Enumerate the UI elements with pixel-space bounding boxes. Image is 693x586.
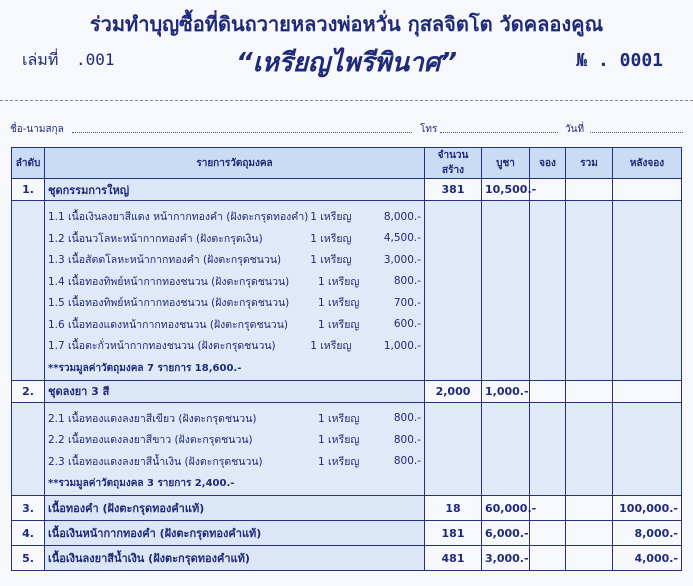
row-after: 100,000.- <box>613 496 682 521</box>
row-no: 4. <box>12 521 45 546</box>
coin-name: “เหรียญไพรีพินาศ” <box>235 48 458 78</box>
row-no: 2. <box>12 380 45 402</box>
table-row-items <box>12 201 682 381</box>
items-table <box>11 147 682 571</box>
book-label: เล่มที่ <box>22 50 59 69</box>
list-item: 1.1 เนื้อเงินลงยาสีแดง หน้ากากทองคำ (ฝังตะกรุดทองคำ) 1 เหรียญ 8,000.- <box>48 210 421 224</box>
row-name: ชุดลงยา 3 สี <box>45 380 425 402</box>
table-row-items <box>12 402 682 496</box>
divider <box>0 100 693 101</box>
info-line <box>10 122 683 136</box>
row-no: 3. <box>12 496 45 521</box>
col-price: บูชา <box>482 148 530 179</box>
table-row <box>12 546 682 571</box>
row-no: 5. <box>12 546 45 571</box>
date-label: วันที่ <box>565 124 585 135</box>
list-item: 1.4 เนื้อทองทิพย์หน้ากากทองชนวน (ฝังตะกรุดชนวน) 1 เหรียญ 800.- <box>48 275 421 288</box>
book-value: .001 <box>76 50 115 69</box>
row-after <box>613 179 682 201</box>
list-item: 2.2 เนื้อทองแดงลงยาสีขาว (ฝังตะกรุดชนวน) 1 เหรียญ 800.- <box>48 433 421 447</box>
row-after: 8,000.- <box>613 521 682 546</box>
col-total: รวม <box>566 148 613 179</box>
row-price: 6,000.- <box>482 521 530 546</box>
phone-field[interactable] <box>440 132 558 133</box>
row-created: 381 <box>425 179 482 201</box>
col-no: ลำดับ <box>12 148 45 179</box>
list-item: 1.2 เนื้อนวโลหะหน้ากากทองคำ (ฝังตะกรุดเงิน) 1 เหรียญ 4,500.- <box>48 232 421 245</box>
row-name: เนื้อเงินลงยาสีน้ำเงิน (ฝังตะกรุดทองคำแท้) <box>45 546 425 571</box>
col-after: หลังจอง <box>613 148 682 179</box>
row-total[interactable] <box>566 380 613 402</box>
col-created: จำนวนสร้าง <box>425 148 482 179</box>
form-title: ร่วมทำบุญซื้อที่ดินถวายหลวงพ่อหวั่น กุสลจิตโต วัดคลองคูณ <box>89 12 604 36</box>
list-item: 2.3 เนื้อทองแดงลงยาสีน้ำเงิน (ฝังตะกรุดชนวน) 1 เหรียญ 800.- <box>48 455 421 468</box>
group-summary: **รวมมูลค่าวัตถุมงคล 7 รายการ 18,600.- <box>48 362 242 374</box>
row-created: 18 <box>425 496 482 521</box>
row-reserve[interactable] <box>530 546 566 571</box>
row-price: 60,000.- <box>482 496 530 521</box>
row-reserve[interactable] <box>530 380 566 402</box>
row-price: 10,500.- <box>482 179 530 201</box>
row-created: 181 <box>425 521 482 546</box>
row-name: ชุดกรรมการใหญ่ <box>45 179 425 201</box>
row-total[interactable] <box>566 496 613 521</box>
row-after: 4,000.- <box>613 546 682 571</box>
row-total[interactable] <box>566 179 613 201</box>
name-label: ชื่อ-นามสกุล <box>10 124 64 135</box>
list-item: 1.6 เนื้อทองแดงหน้ากากทองชนวน (ฝังตะกรุดชนวน) 1 เหรียญ 600.- <box>48 318 421 331</box>
row-name: เนื้อเงินหน้ากากทองคำ (ฝังตะกรุดทองคำแท้) <box>45 521 425 546</box>
table-row <box>12 380 682 402</box>
col-item: รายการวัตถุมงคล <box>45 148 425 179</box>
row-total[interactable] <box>566 521 613 546</box>
row-reserve[interactable] <box>530 521 566 546</box>
serial-number <box>576 50 663 71</box>
table-header <box>12 148 682 179</box>
table-row <box>12 496 682 521</box>
table-row <box>12 521 682 546</box>
row-no: 1. <box>12 179 45 201</box>
row-after <box>613 380 682 402</box>
list-item: 1.3 เนื้อสัตตโลหะหน้ากากทองคำ (ฝังตะกรุดชนวน) 1 เหรียญ 3,000.- <box>48 253 421 267</box>
group-summary: **รวมมูลค่าวัตถุมงคล 3 รายการ 2,400.- <box>48 478 235 489</box>
list-item: 1.7 เนื้อตะกั่วหน้ากากทองชนวน (ฝังตะกรุดชนวน) 1 เหรียญ 1,000.- <box>48 339 421 353</box>
list-item: 1.5 เนื้อทองทิพย์หน้ากากทองชนวน (ฝังตะกรุดชนวน) 1 เหรียญ 700.- <box>48 296 421 310</box>
phone-label: โทร <box>420 124 438 135</box>
row-price: 1,000.- <box>482 380 530 402</box>
row-price: 3,000.- <box>482 546 530 571</box>
col-reserve: จอง <box>530 148 566 179</box>
serial-value: . 0001 <box>597 50 663 71</box>
row-total[interactable] <box>566 546 613 571</box>
list-item: 2.1 เนื้อทองแดงลงยาสีเขียว (ฝังตะกรุดชนวน) 1 เหรียญ 800.- <box>48 412 421 425</box>
row-created: 481 <box>425 546 482 571</box>
name-field[interactable] <box>72 132 412 133</box>
row-name: เนื้อทองคำ (ฝังตะกรุดทองคำแท้) <box>45 496 425 521</box>
table-row <box>12 179 682 201</box>
row-created: 2,000 <box>425 380 482 402</box>
serial-label: № <box>576 50 588 71</box>
date-field[interactable] <box>590 132 683 133</box>
